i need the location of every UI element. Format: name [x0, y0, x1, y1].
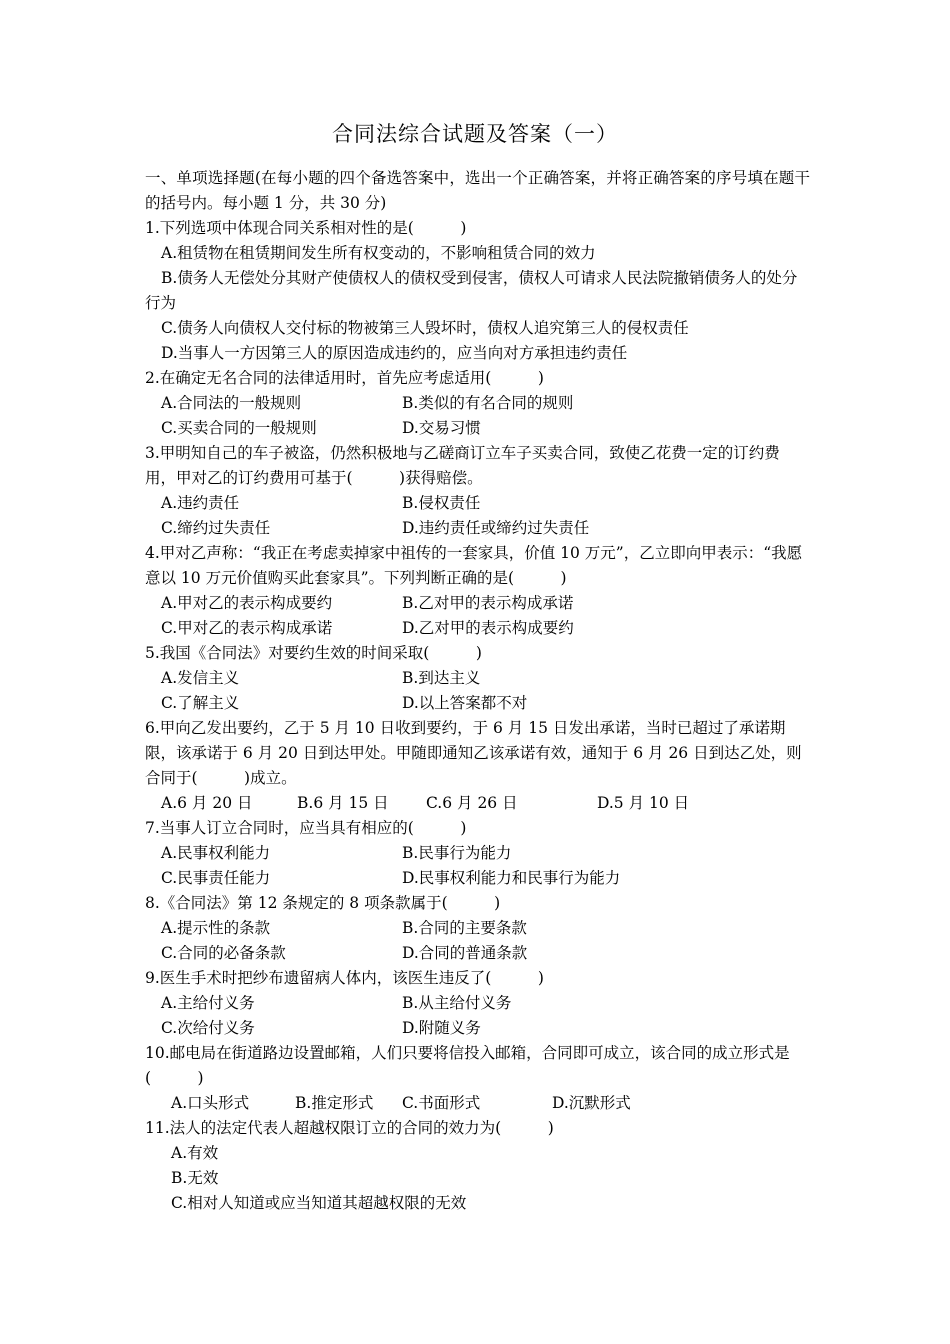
q11-option-a: A.有效	[171, 1144, 219, 1162]
q11-option-b: B.无效	[171, 1169, 219, 1187]
q10-option-a: A.口头形式	[171, 1094, 250, 1112]
q7-option-b: B.民事行为能力	[402, 844, 512, 862]
q6-option-b: B.6 月 15 日	[297, 794, 389, 812]
question-9-stem: 9.医生手术时把纱布遗留病人体内，该医生违反了( )	[145, 969, 544, 987]
q6-option-c: C.6 月 26 日	[426, 794, 518, 812]
q2-option-b: B.类似的有名合同的规则	[402, 394, 574, 412]
q10-option-d: D.沉默形式	[552, 1094, 631, 1112]
q7-option-d: D.民事权利能力和民事行为能力	[402, 869, 621, 887]
q4-option-b: B.乙对甲的表示构成承诺	[402, 594, 574, 612]
q10-option-b: B.推定形式	[295, 1094, 374, 1112]
q5-option-a: A.发信主义	[161, 669, 240, 687]
question-4-stem: 4.甲对乙声称：“我正在考虑卖掉家中祖传的一套家具，价值 10 万元”，乙立即向甲表示：“我愿意以 10 万元价值购买此套家具”。下列判断正确的是( )	[145, 544, 803, 587]
q4-option-d: D.乙对甲的表示构成要约	[402, 619, 574, 637]
q4-option-a: A.甲对乙的表示构成要约	[161, 594, 333, 612]
question-6-stem: 6.甲向乙发出要约，乙于 5 月 10 日收到要约，于 6 月 15 日发出承诺，当时已超过了承诺期限，该承诺于 6 月 20 日到达甲处。甲随即通知乙该承诺有效，通知于 6 月 26 日到达乙处，则合同于( )成立。	[145, 719, 802, 787]
question-10-stem: 10.邮电局在街道路边设置邮箱，人们只要将信投入邮箱，合同即可成立，该合同的成立形式是( )	[145, 1044, 790, 1087]
q2-option-d: D.交易习惯	[402, 419, 481, 437]
section-heading: 一、单项选择题(在每小题的四个备选答案中，选出一个正确答案，并将正确答案的序号填在题干的括号内。每小题 1 分，共 30 分)	[145, 169, 810, 212]
q9-option-a: A.主给付义务	[161, 994, 255, 1012]
q8-option-a: A.提示性的条款	[161, 919, 271, 937]
q3-option-d: D.违约责任或缔约过失责任	[402, 519, 590, 537]
question-11-stem: 11.法人的法定代表人超越权限订立的合同的效力为( )	[145, 1119, 554, 1137]
q5-option-d: D.以上答案都不对	[402, 694, 528, 712]
question-5-stem: 5.我国《合同法》对要约生效的时间采取( )	[145, 644, 482, 662]
q5-option-b: B.到达主义	[402, 669, 481, 687]
q1-option-a: A.租赁物在租赁期间发生所有权变动的，不影响租赁合同的效力	[161, 244, 596, 262]
q8-option-c: C.合同的必备条款	[161, 944, 286, 962]
q8-option-b: B.合同的主要条款	[402, 919, 527, 937]
q2-option-c: C.买卖合同的一般规则	[161, 419, 317, 437]
page-title: 合同法综合试题及答案（一）	[332, 122, 618, 146]
q1-option-b: B.债务人无偿处分其财产使债权人的债权受到侵害，债权人可请求人民法院撤销债务人的处分行为	[145, 269, 798, 312]
q5-option-c: C.了解主义	[161, 694, 240, 712]
question-1-stem: 1.下列选项中体现合同关系相对性的是( )	[145, 219, 467, 237]
q9-option-d: D.附随义务	[402, 1019, 481, 1037]
q3-option-b: B.侵权责任	[402, 494, 481, 512]
question-2-stem: 2.在确定无名合同的法律适用时，首先应考虑适用( )	[145, 369, 544, 387]
q7-option-a: A.民事权利能力	[161, 844, 271, 862]
question-8-stem: 8.《合同法》第 12 条规定的 8 项条款属于( )	[145, 894, 501, 912]
q1-option-d: D.当事人一方因第三人的原因造成违约的，应当向对方承担违约责任	[161, 344, 628, 362]
q7-option-c: C.民事责任能力	[161, 869, 271, 887]
q9-option-b: B.从主给付义务	[402, 994, 512, 1012]
q4-option-c: C.甲对乙的表示构成承诺	[161, 619, 333, 637]
question-3-stem: 3.甲明知自己的车子被盗，仍然积极地与乙磋商订立车子买卖合同，致使乙花费一定的订约费用，甲对乙的订约费用可基于( )获得赔偿。	[145, 444, 780, 487]
q3-option-a: A.违约责任	[161, 494, 240, 512]
q11-option-c: C.相对人知道或应当知道其超越权限的无效	[171, 1194, 467, 1212]
q6-option-a: A.6 月 20 日	[161, 794, 253, 812]
q2-option-a: A.合同法的一般规则	[161, 394, 302, 412]
q8-option-d: D.合同的普通条款	[402, 944, 528, 962]
q3-option-c: C.缔约过失责任	[161, 519, 271, 537]
q1-option-c: C.债务人向债权人交付标的物被第三人毁坏时，债权人追究第三人的侵权责任	[161, 319, 689, 337]
q9-option-c: C.次给付义务	[161, 1019, 255, 1037]
q6-option-d: D.5 月 10 日	[597, 794, 690, 812]
q10-option-c: C.书面形式	[402, 1094, 481, 1112]
question-7-stem: 7.当事人订立合同时，应当具有相应的( )	[145, 819, 467, 837]
